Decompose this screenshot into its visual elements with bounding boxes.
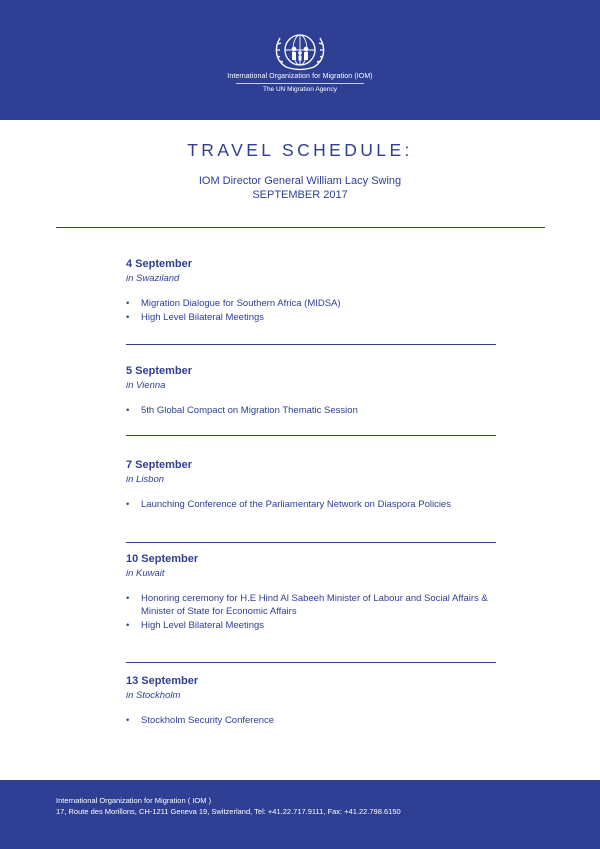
entry-divider <box>126 344 496 345</box>
schedule-entry <box>126 675 496 729</box>
entry-date: 10 September <box>126 553 199 565</box>
list-item <box>126 298 496 311</box>
page-subtitle <box>0 174 600 202</box>
schedule-entry <box>126 459 496 513</box>
entry-divider <box>126 542 496 543</box>
entry-items <box>126 593 496 632</box>
header-divider <box>236 83 364 84</box>
item-text: Stockholm Security Conference <box>141 715 275 726</box>
item-text: Launching Conference of the Parliamentary Network on Diaspora Policies <box>141 499 451 510</box>
entry-items <box>126 499 496 512</box>
footer-org-name: International Organization for Migration ( IOM ) <box>56 796 212 805</box>
entry-location: in Kuwait <box>126 568 165 579</box>
list-item <box>126 620 496 633</box>
item-text: Migration Dialogue for Southern Africa (MIDSA) <box>141 298 341 309</box>
entry-date: 7 September <box>126 459 193 471</box>
entry-items <box>126 715 496 728</box>
list-item <box>126 405 496 418</box>
title-divider <box>56 227 545 228</box>
bullet-icon: • <box>126 298 130 309</box>
list-item <box>126 593 496 618</box>
bullet-icon: • <box>126 312 130 323</box>
bullet-icon: • <box>126 499 130 510</box>
iom-logo-icon <box>272 30 328 72</box>
entry-date: 13 September <box>126 675 199 687</box>
item-text: Honoring ceremony for H.E Hind Al Sabeeh Minister of Labour and Social Affairs & Minister of State for Economic Affairs <box>141 593 488 617</box>
entry-items <box>126 298 496 325</box>
entry-location: in Stockholm <box>126 690 181 701</box>
entry-divider <box>126 662 496 663</box>
page-footer <box>0 780 600 849</box>
org-name: International Organization for Migration (IOM) <box>227 73 373 80</box>
page-title: TRAVEL SCHEDULE: <box>187 140 413 160</box>
list-item <box>126 499 496 512</box>
list-item <box>126 312 496 325</box>
subtitle-month: SEPTEMBER 2017 <box>252 189 348 201</box>
entry-location: in Swaziland <box>126 273 180 284</box>
bullet-icon: • <box>126 619 130 631</box>
schedule-entry <box>126 553 496 634</box>
footer-address: 17, Route des Morillons, CH-1211 Geneva 19, Switzerland, Tel: +41.22.717.9111, Fax: +41.22.798.6150 <box>56 807 401 816</box>
bullet-icon: • <box>126 593 130 604</box>
bullet-icon: • <box>126 405 130 416</box>
entry-date: 5 September <box>126 365 193 377</box>
entry-location: in Lisbon <box>126 474 165 485</box>
entry-divider <box>126 435 496 436</box>
list-item <box>126 715 496 728</box>
item-text: 5th Global Compact on Migration Thematic Session <box>141 405 358 416</box>
entry-items <box>126 405 496 418</box>
item-text: High Level Bilateral Meetings <box>141 312 265 323</box>
org-tagline: The UN Migration Agency <box>262 86 338 93</box>
bullet-icon: • <box>126 715 130 726</box>
entry-location: in Vienna <box>126 380 166 391</box>
schedule-entry <box>126 258 496 326</box>
subtitle-director: IOM Director General William Lacy Swing <box>198 175 402 187</box>
item-text: High Level Bilateral Meetings <box>141 619 265 631</box>
page-header <box>0 0 600 120</box>
entry-date: 4 September <box>126 258 193 270</box>
schedule-entry <box>126 365 496 419</box>
